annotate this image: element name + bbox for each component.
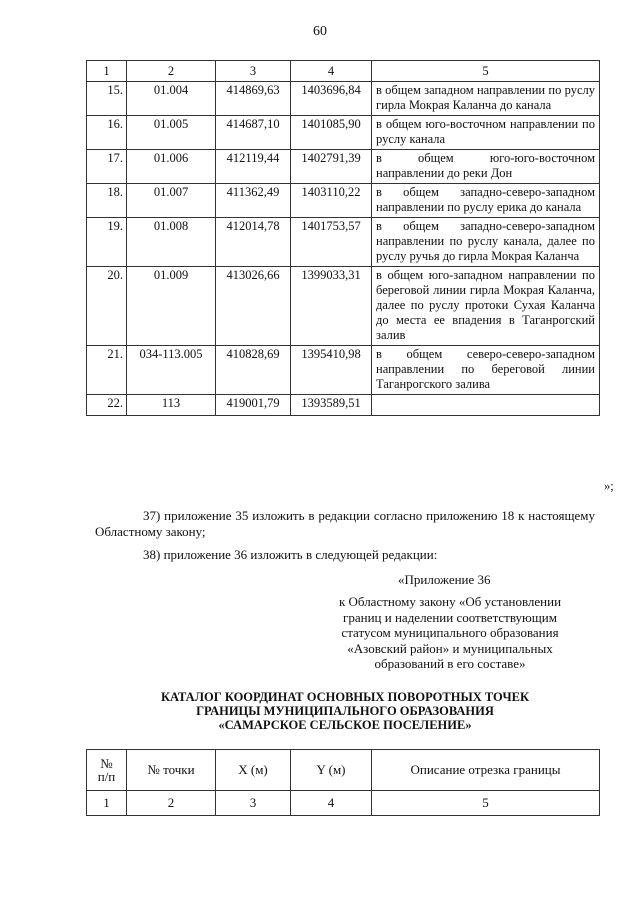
table-row bbox=[87, 82, 600, 116]
x-coordinate: 411362,49 bbox=[216, 184, 291, 218]
y-coordinate: 1403696,84 bbox=[291, 82, 372, 116]
row-number: 22. bbox=[87, 395, 127, 416]
header-cell: 2 bbox=[127, 61, 216, 82]
law-line: статусом муниципального образования bbox=[341, 625, 559, 640]
law-line: «Азовский район» и муниципальных bbox=[347, 640, 553, 656]
y-coordinate: 1401085,90 bbox=[291, 116, 372, 150]
y-coordinate: 1402791,39 bbox=[291, 150, 372, 184]
table-row bbox=[87, 218, 600, 267]
header-cell: 5 bbox=[372, 61, 600, 82]
coordinates-table-new bbox=[86, 749, 600, 816]
header-cell: X (м) bbox=[216, 750, 291, 791]
row-number: 21. bbox=[87, 346, 127, 395]
catalog-line: ГРАНИЦЫ МУНИЦИПАЛЬНОГО ОБРАЗОВАНИЯ bbox=[196, 704, 494, 718]
x-coordinate: 412014,78 bbox=[216, 218, 291, 267]
segment-description: в общем юго-западном направлении по береговой линии гирла Мокрая Каланча, далее по руслу протоки Сухая Каланча до места ее впадения в Таганрогский залив bbox=[372, 267, 600, 346]
header-cell: № точки bbox=[127, 750, 216, 791]
segment-description: в общем юго-восточном направлении по руслу канала bbox=[372, 116, 600, 150]
header-cell: Y (м) bbox=[291, 750, 372, 791]
segment-description: в общем западно-северо-западном направлении по руслу ерика до канала bbox=[372, 184, 600, 218]
catalog-line: «САМАРСКОЕ СЕЛЬСКОЕ ПОСЕЛЕНИЕ» bbox=[218, 718, 472, 732]
x-coordinate: 414687,10 bbox=[216, 116, 291, 150]
law-reference bbox=[305, 594, 595, 672]
row-number: 20. bbox=[87, 267, 127, 346]
row-number: 17. bbox=[87, 150, 127, 184]
point-id: 113 bbox=[127, 395, 216, 416]
x-coordinate: 413026,66 bbox=[216, 267, 291, 346]
column-number: 2 bbox=[127, 791, 216, 816]
catalog-line: КАТАЛОГ КООРДИНАТ ОСНОВНЫХ ПОВОРОТНЫХ ТОЧЕК bbox=[160, 690, 530, 704]
y-coordinate: 1399033,31 bbox=[291, 267, 372, 346]
x-coordinate: 414869,63 bbox=[216, 82, 291, 116]
header-cell-number bbox=[87, 750, 127, 791]
header-cell: 1 bbox=[87, 61, 127, 82]
column-number: 1 bbox=[87, 791, 127, 816]
segment-description: в общем западном направлении по руслу гирла Мокрая Каланча до канала bbox=[372, 82, 600, 116]
point-id: 01.006 bbox=[127, 150, 216, 184]
row-number: 16. bbox=[87, 116, 127, 150]
column-number: 5 bbox=[372, 791, 600, 816]
table-header-row bbox=[87, 61, 600, 82]
row-number: 18. bbox=[87, 184, 127, 218]
table-row bbox=[87, 346, 600, 395]
table-row bbox=[87, 150, 600, 184]
segment-description: в общем западно-северо-западном направлении по руслу канала, далее по руслу ручья до гирла Мокрая Каланча bbox=[372, 218, 600, 267]
catalog-heading bbox=[95, 690, 595, 732]
column-number: 3 bbox=[216, 791, 291, 816]
header-cell: Описание отрезка границы bbox=[372, 750, 600, 791]
row-number: 19. bbox=[87, 218, 127, 267]
point-id: 01.005 bbox=[127, 116, 216, 150]
column-number-row bbox=[87, 791, 600, 816]
law-line: границ и наделении соответствующим bbox=[343, 609, 557, 625]
y-coordinate: 1403110,22 bbox=[291, 184, 372, 218]
paragraph-38: 38) приложение 36 изложить в следующей редакции: bbox=[143, 547, 438, 562]
table-row bbox=[87, 395, 600, 416]
table-header-row bbox=[87, 750, 600, 791]
header-no-sign: № bbox=[100, 756, 113, 771]
point-id: 01.004 bbox=[127, 82, 216, 116]
y-coordinate: 1401753,57 bbox=[291, 218, 372, 267]
x-coordinate: 419001,79 bbox=[216, 395, 291, 416]
segment-description: в общем юго-юго-восточном направлении до реки Дон bbox=[372, 150, 600, 184]
header-cell: 4 bbox=[291, 61, 372, 82]
header-no-abbr: п/п bbox=[97, 769, 116, 784]
law-line: к Областному закону «Об установлении bbox=[338, 594, 562, 609]
row-number: 15. bbox=[87, 82, 127, 116]
y-coordinate: 1395410,98 bbox=[291, 346, 372, 395]
point-id: 01.008 bbox=[127, 218, 216, 267]
point-id: 034-113.005 bbox=[127, 346, 216, 395]
coordinates-table-continued bbox=[86, 60, 600, 416]
table-row bbox=[87, 184, 600, 218]
law-line: образований в его составе» bbox=[374, 656, 526, 671]
header-cell: 3 bbox=[216, 61, 291, 82]
table-row bbox=[87, 116, 600, 150]
point-id: 01.007 bbox=[127, 184, 216, 218]
table-row bbox=[87, 267, 600, 346]
column-number: 4 bbox=[291, 791, 372, 816]
appendix-title: «Приложение 36 bbox=[398, 572, 491, 587]
x-coordinate: 412119,44 bbox=[216, 150, 291, 184]
segment-description: в общем северо-северо-западном направлении по береговой линии Таганрогского залива bbox=[372, 346, 600, 395]
x-coordinate: 410828,69 bbox=[216, 346, 291, 395]
segment-description bbox=[372, 395, 600, 416]
y-coordinate: 1393589,51 bbox=[291, 395, 372, 416]
closing-quote: »; bbox=[604, 479, 614, 493]
page-number: 60 bbox=[313, 24, 327, 39]
point-id: 01.009 bbox=[127, 267, 216, 346]
paragraph-37: 37) приложение 35 изложить в редакции согласно приложению 18 к настоящему Областному закону; bbox=[95, 508, 595, 539]
